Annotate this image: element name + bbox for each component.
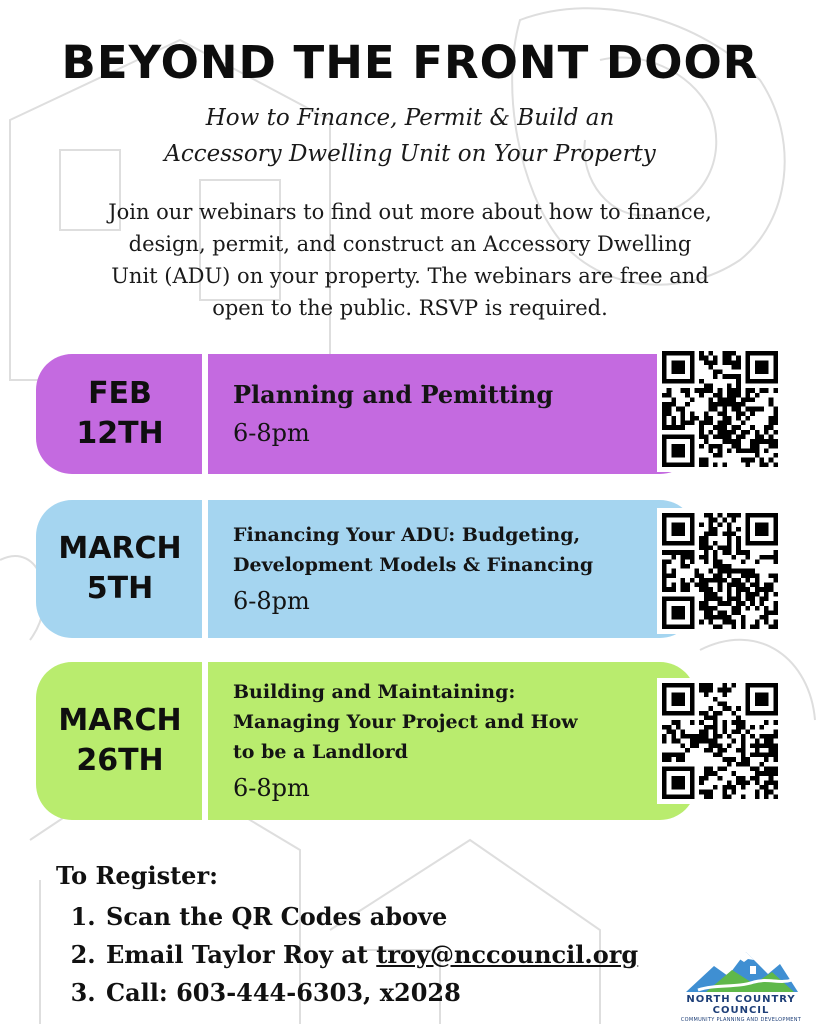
logo-text [676, 994, 806, 1016]
qr-code-icon[interactable] [657, 346, 783, 472]
intro-line: open to the public. RSVP is required. [212, 296, 608, 320]
intro-line: design, permit, and construct an Accessory Dwelling [128, 232, 692, 256]
qr-code-icon[interactable] [657, 678, 783, 804]
event-time: 6-8pm [233, 587, 310, 615]
event-time: 6-8pm [233, 774, 310, 802]
qr-code-icon[interactable] [657, 508, 783, 634]
event-card-march-5 [36, 500, 696, 638]
register-step-call: 3. Call: 603-444-6303, x2028 [104, 974, 696, 1012]
event-divider [202, 500, 208, 638]
event-date-day: 12TH [76, 416, 164, 451]
event-date-month: MARCH [58, 531, 182, 566]
event-title [233, 520, 673, 580]
logo-text-line: NORTH COUNTRY [686, 994, 796, 1005]
event-title-line: to be a Landlord [233, 741, 408, 763]
event-card-feb-12 [36, 354, 696, 474]
event-time: 6-8pm [233, 419, 310, 447]
flyer-title: BEYOND THE FRONT DOOR [61, 36, 759, 89]
intro-line: Unit (ADU) on your property. The webinars are free and [111, 264, 709, 288]
register-step-email [104, 936, 696, 974]
subtitle-line: Accessory Dwelling Unit on Your Property [164, 141, 656, 167]
register-step-email-label: Email Taylor Roy at [106, 940, 377, 969]
event-date-day: 26TH [76, 743, 164, 778]
event-title-line: Financing Your ADU: Budgeting, [233, 524, 581, 546]
intro-line: Join our webinars to find out more about how to finance, [108, 200, 712, 224]
event-divider [202, 662, 208, 820]
event-date-day: 5TH [86, 571, 154, 606]
event-date [36, 662, 204, 820]
event-title: Planning and Pemitting [233, 380, 554, 409]
event-date-month: MARCH [58, 703, 182, 738]
event-card-march-26 [36, 662, 696, 820]
email-link[interactable]: troy@nccouncil.org [376, 940, 639, 969]
event-divider [202, 354, 208, 474]
event-title-line: Development Models & Financing [233, 554, 594, 576]
mountain-logo-icon [676, 940, 806, 996]
register-step-scan: 1. Scan the QR Codes above [104, 898, 696, 936]
event-title [233, 677, 673, 767]
event-title-line: Managing Your Project and How [233, 711, 578, 733]
flyer-subtitle [60, 100, 760, 172]
logo-text-line: COUNCIL [712, 1005, 770, 1016]
event-title-line: Building and Maintaining: [233, 681, 516, 703]
event-info [233, 662, 673, 820]
event-date-month: FEB [88, 376, 152, 411]
register-steps [56, 898, 696, 1012]
register-section [56, 858, 696, 1012]
event-info [233, 500, 673, 638]
event-info [233, 354, 673, 474]
event-date [36, 500, 204, 638]
logo-tagline: COMMUNITY PLANNING AND DEVELOPMENT [680, 1017, 802, 1023]
event-date [36, 354, 204, 474]
register-heading: To Register: [56, 861, 218, 890]
north-country-council-logo [676, 940, 806, 1024]
subtitle-line: How to Finance, Permit & Build an [205, 105, 615, 131]
intro-paragraph [48, 196, 772, 324]
